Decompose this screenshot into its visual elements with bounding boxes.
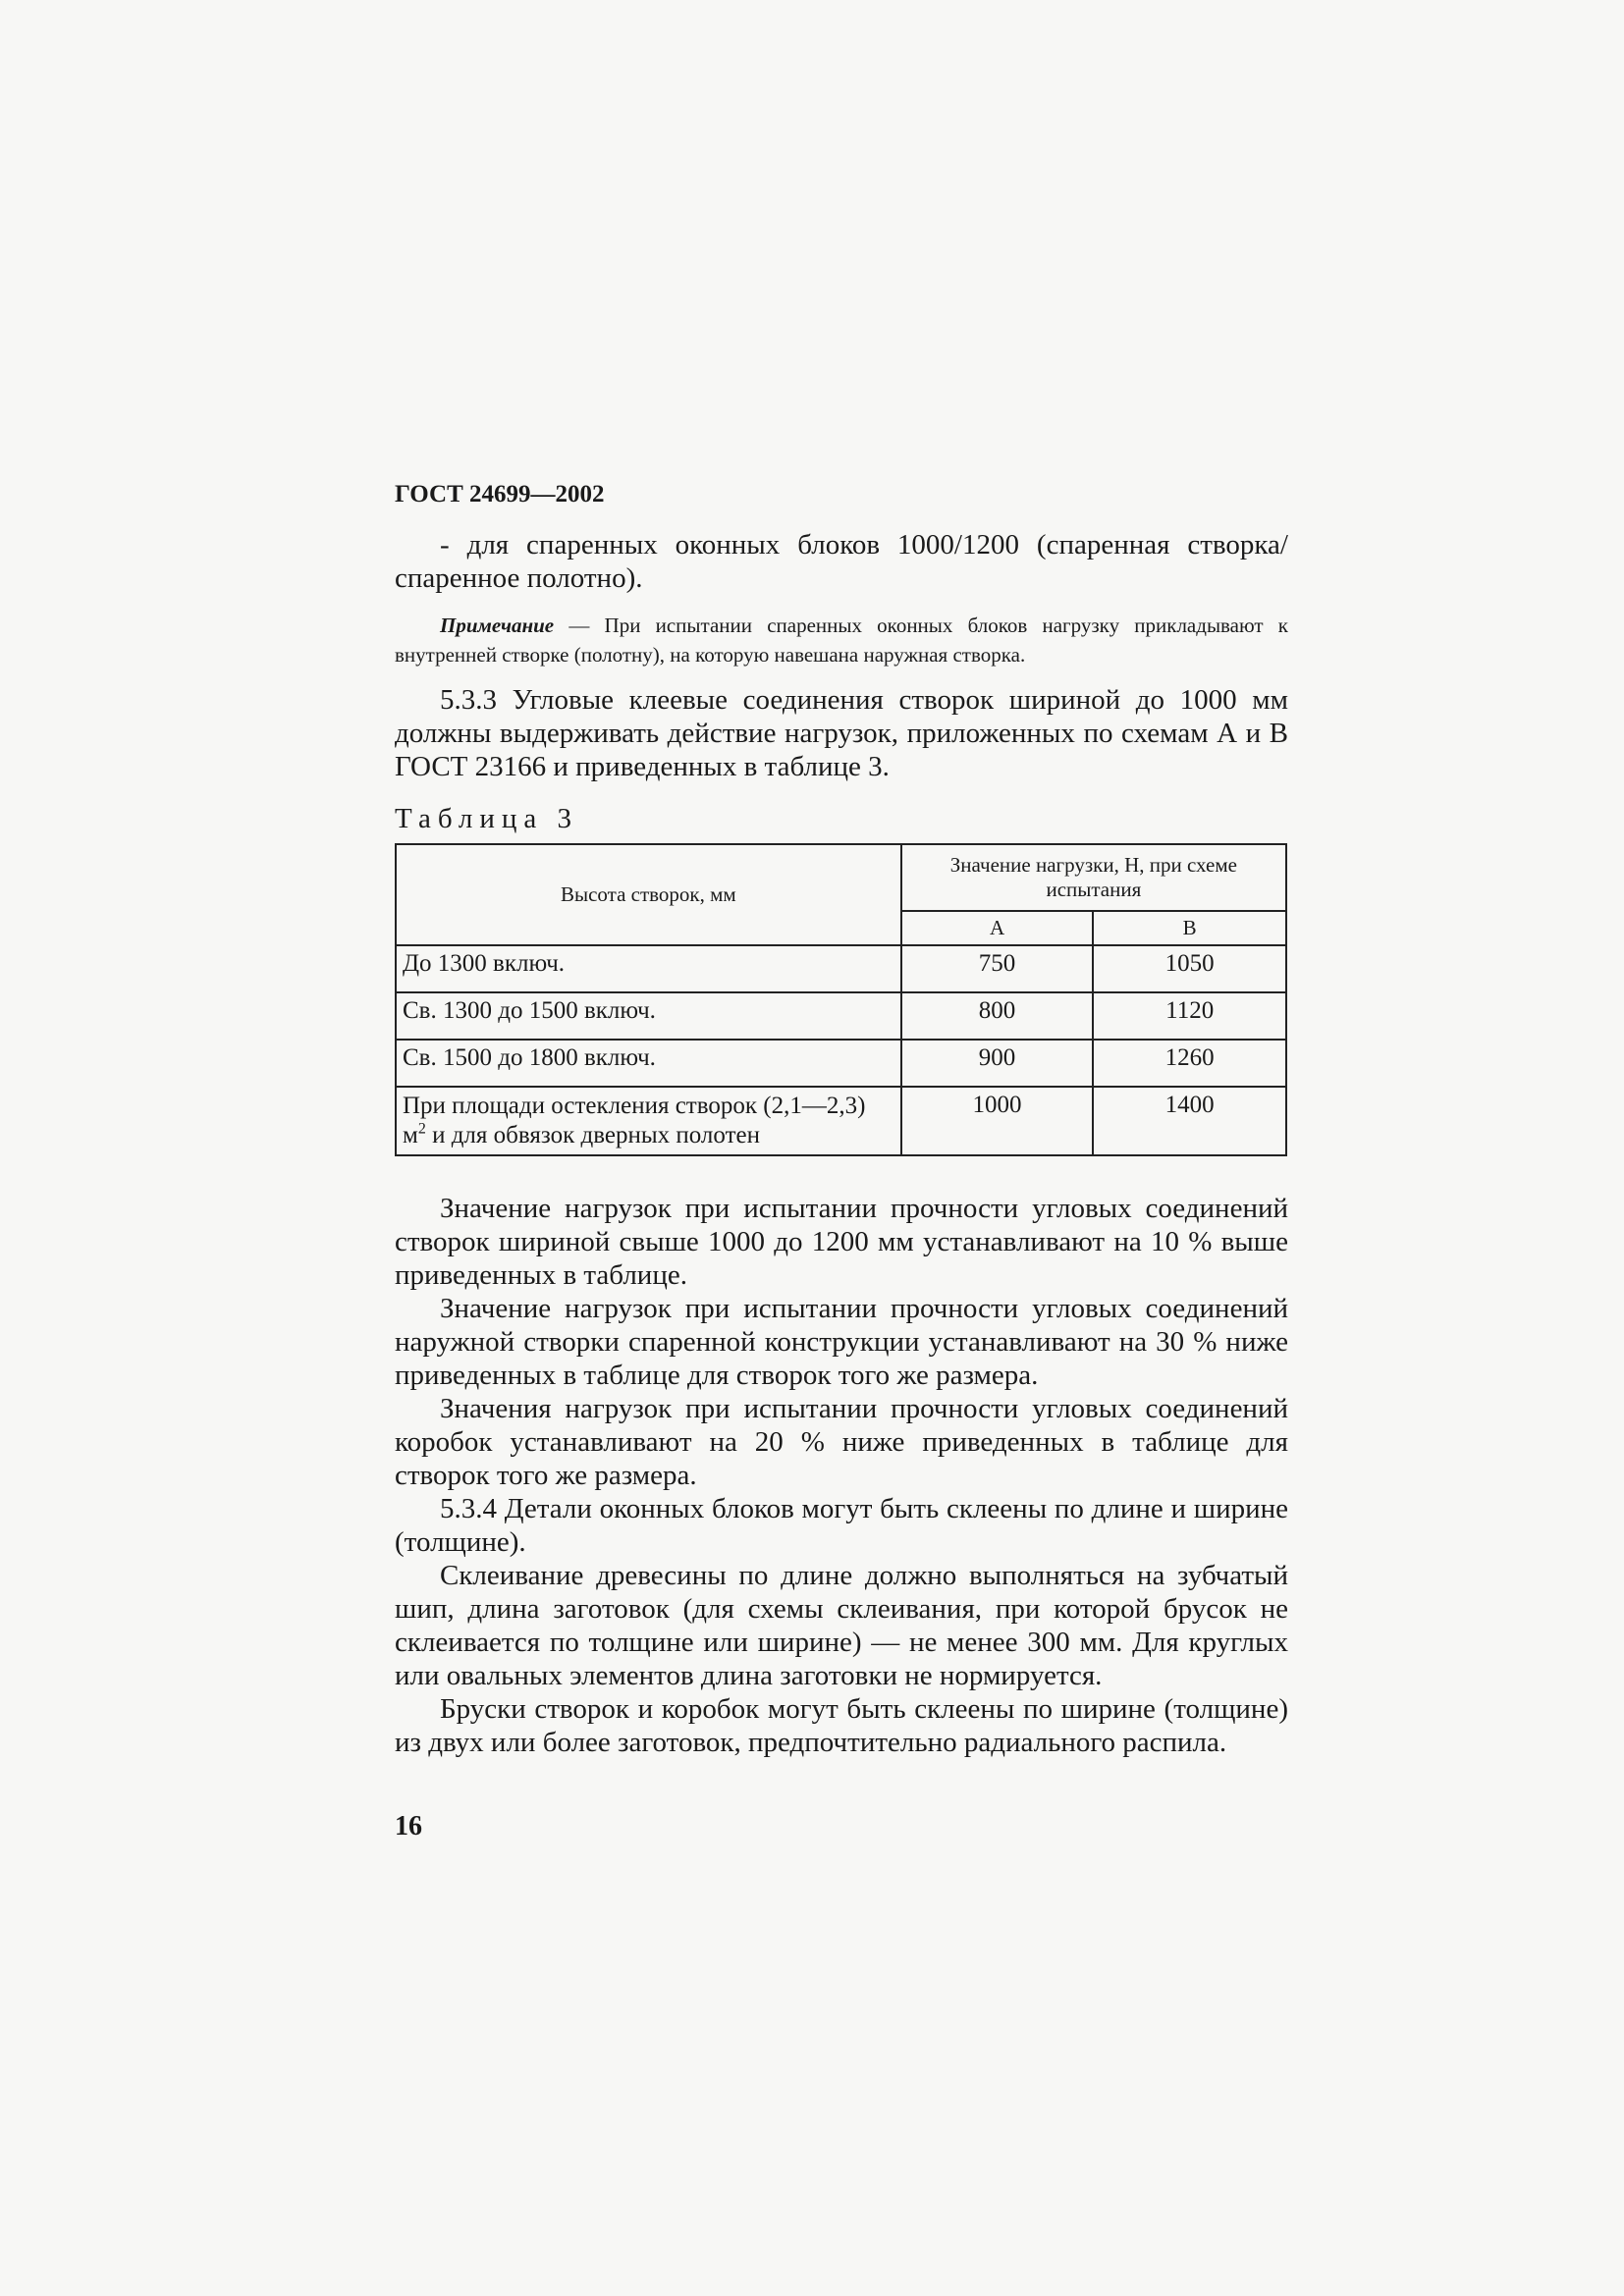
page-number: 16 [395, 1811, 422, 1842]
note-label: Примечание [440, 614, 555, 637]
paragraph: Бруски створок и коробок могут быть склеены по ширине (толщине) из двух или более заготовок, предпочтительно радиального распила. [395, 1693, 1288, 1758]
header-scheme-a: А [901, 911, 1094, 945]
table-row [396, 1087, 1286, 1155]
paragraph: Значение нагрузок при испытании прочности угловых соединений наружной створки спаренной конструкции устанавливают на 30 % ниже приведенных в таблице для створок того же размера. [395, 1293, 1288, 1391]
note-paragraph [395, 611, 1288, 669]
cell-a: 900 [901, 1040, 1094, 1087]
table-caption: Таблица 3 [395, 803, 579, 834]
body-text [395, 1192, 1288, 1759]
cell-b: 1120 [1093, 992, 1286, 1040]
table-row [396, 992, 1286, 1040]
table-row [396, 1040, 1286, 1087]
cell-height: Св. 1300 до 1500 включ. [396, 992, 901, 1040]
cell-b: 1260 [1093, 1040, 1286, 1087]
paragraph: Значения нагрузок при испытании прочности угловых соединений коробок устанавливают на 20 % ниже приведенных в таблице для створок того же размера. [395, 1393, 1288, 1491]
cell-height: Св. 1500 до 1800 включ. [396, 1040, 901, 1087]
cell-height-text-end: и для обвязок дверных полотен [425, 1122, 760, 1148]
document-header: ГОСТ 24699—2002 [395, 481, 605, 507]
cell-b: 1400 [1093, 1087, 1286, 1155]
cell-a: 750 [901, 945, 1094, 992]
cell-height [396, 1087, 901, 1155]
cell-b: 1050 [1093, 945, 1286, 992]
note-text: — При испытании спаренных оконных блоков нагрузку прикладывают к внутренней створке (полотну), на которую навешана наружная створка. [395, 614, 1288, 667]
superscript: 2 [417, 1120, 426, 1138]
cell-a: 800 [901, 992, 1094, 1040]
paragraph: Склеивание древесины по длине должно выполняться на зубчатый шип, длина заготовок (для схемы склеивания, при которой брусок не склеивается по толщине или ширине) — не менее 300 мм. Для круглых или овальных элементов длина заготовки не нормируется. [395, 1560, 1288, 1691]
section-5-3-4: 5.3.4 Детали оконных блоков могут быть склеены по длине и ширине (толщине). [395, 1493, 1288, 1558]
header-load: Значение нагрузки, Н, при схеме испытания [901, 844, 1286, 911]
header-height: Высота створок, мм [396, 844, 901, 945]
table-row [396, 945, 1286, 992]
header-scheme-b: В [1093, 911, 1286, 945]
cell-a: 1000 [901, 1087, 1094, 1155]
load-table [395, 843, 1287, 1156]
paragraph: Значение нагрузок при испытании прочности угловых соединений створок шириной свыше 1000 до 1200 мм устанавливают на 10 % выше приведенных в таблице. [395, 1193, 1288, 1291]
section-5-3-3: 5.3.3 Угловые клеевые соединения створок шириной до 1000 мм должны выдерживать действие нагрузок, приложенных по схемам А и В ГОСТ 23166 и приведенных в таблице 3. [395, 684, 1288, 782]
cell-height: До 1300 включ. [396, 945, 901, 992]
document-page [395, 481, 1288, 1759]
cell-height-text: При площади остекления створок (2,1—2,3) м [403, 1093, 866, 1148]
intro-paragraph: - для спаренных оконных блоков 1000/1200 (спаренная створка/ спаренное полотно). [395, 529, 1288, 594]
